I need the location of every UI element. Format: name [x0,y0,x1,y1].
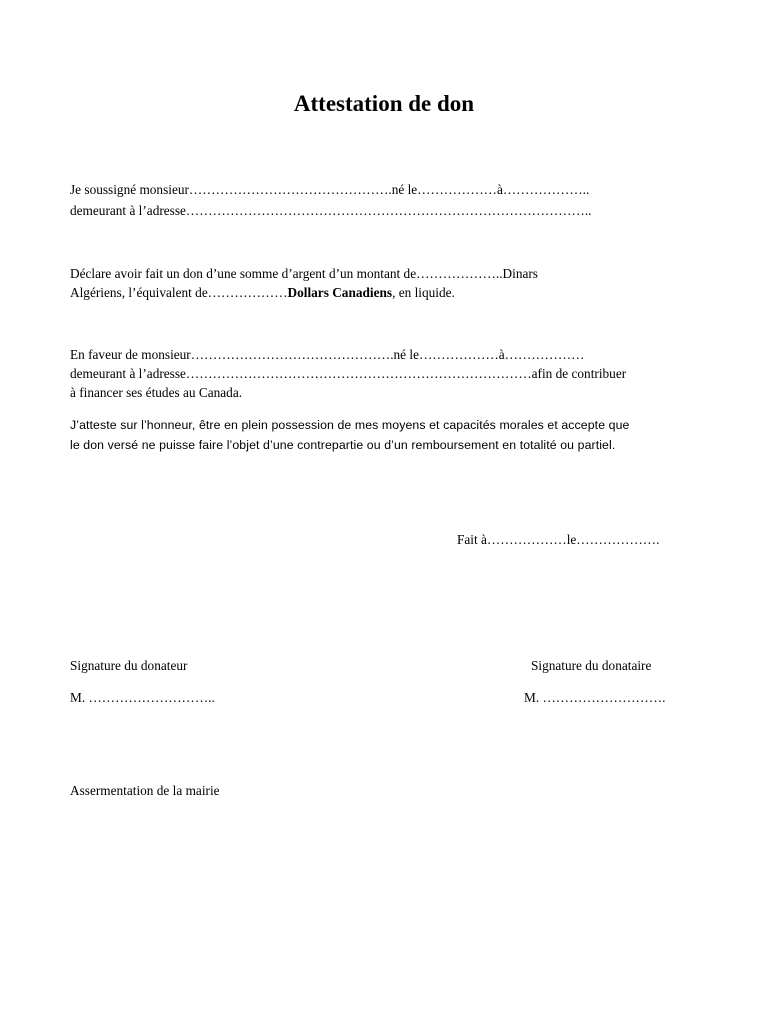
donor-signature-name: M. ……………………….. [70,690,215,705]
beneficiary-line-3: à financer ses études au Canada. [70,385,243,400]
beneficiary-line-1: En faveur de monsieur……………………………………….né le………………à……………… [70,347,585,362]
currency-label: Dollars Canadiens [287,285,393,300]
place-date-line: Fait à………………le………………. [457,532,660,547]
declaration-line-2 [70,283,455,303]
document-title: Attestation de don [293,91,475,116]
declaration-line-1: Déclare avoir fait un don d’une somme d’argent d’un montant de………………..Dinars [70,266,538,281]
recipient-signature-name: M. ………………………. [524,690,666,705]
recipient-signature-label: Signature du donataire [531,658,652,673]
honor-line-2: le don versé ne puisse faire l’objet d’une contrepartie ou d’un remboursement en totalité ou partiel. [70,438,616,452]
donor-line-1: Je soussigné monsieur……………………………………….né le………………à……………….. [70,182,590,197]
donor-signature-label: Signature du donateur [70,658,188,673]
donor-line-2: demeurant à l’adresse……………………………………………………………………………….. [70,203,592,218]
beneficiary-line-2: demeurant à l’adresse……………………………………………………………………afin de contribuer [70,366,627,381]
honor-line-1: J’atteste sur l’honneur, être en plein possession de mes moyens et capacités morales et accepte que [70,418,630,432]
mairie-attestation-label: Assermentation de la mairie [70,783,220,798]
declaration-line-2-suffix: , en liquide. [392,285,455,300]
declaration-line-2-prefix: Algériens, l’équivalent de……………… [70,285,288,300]
